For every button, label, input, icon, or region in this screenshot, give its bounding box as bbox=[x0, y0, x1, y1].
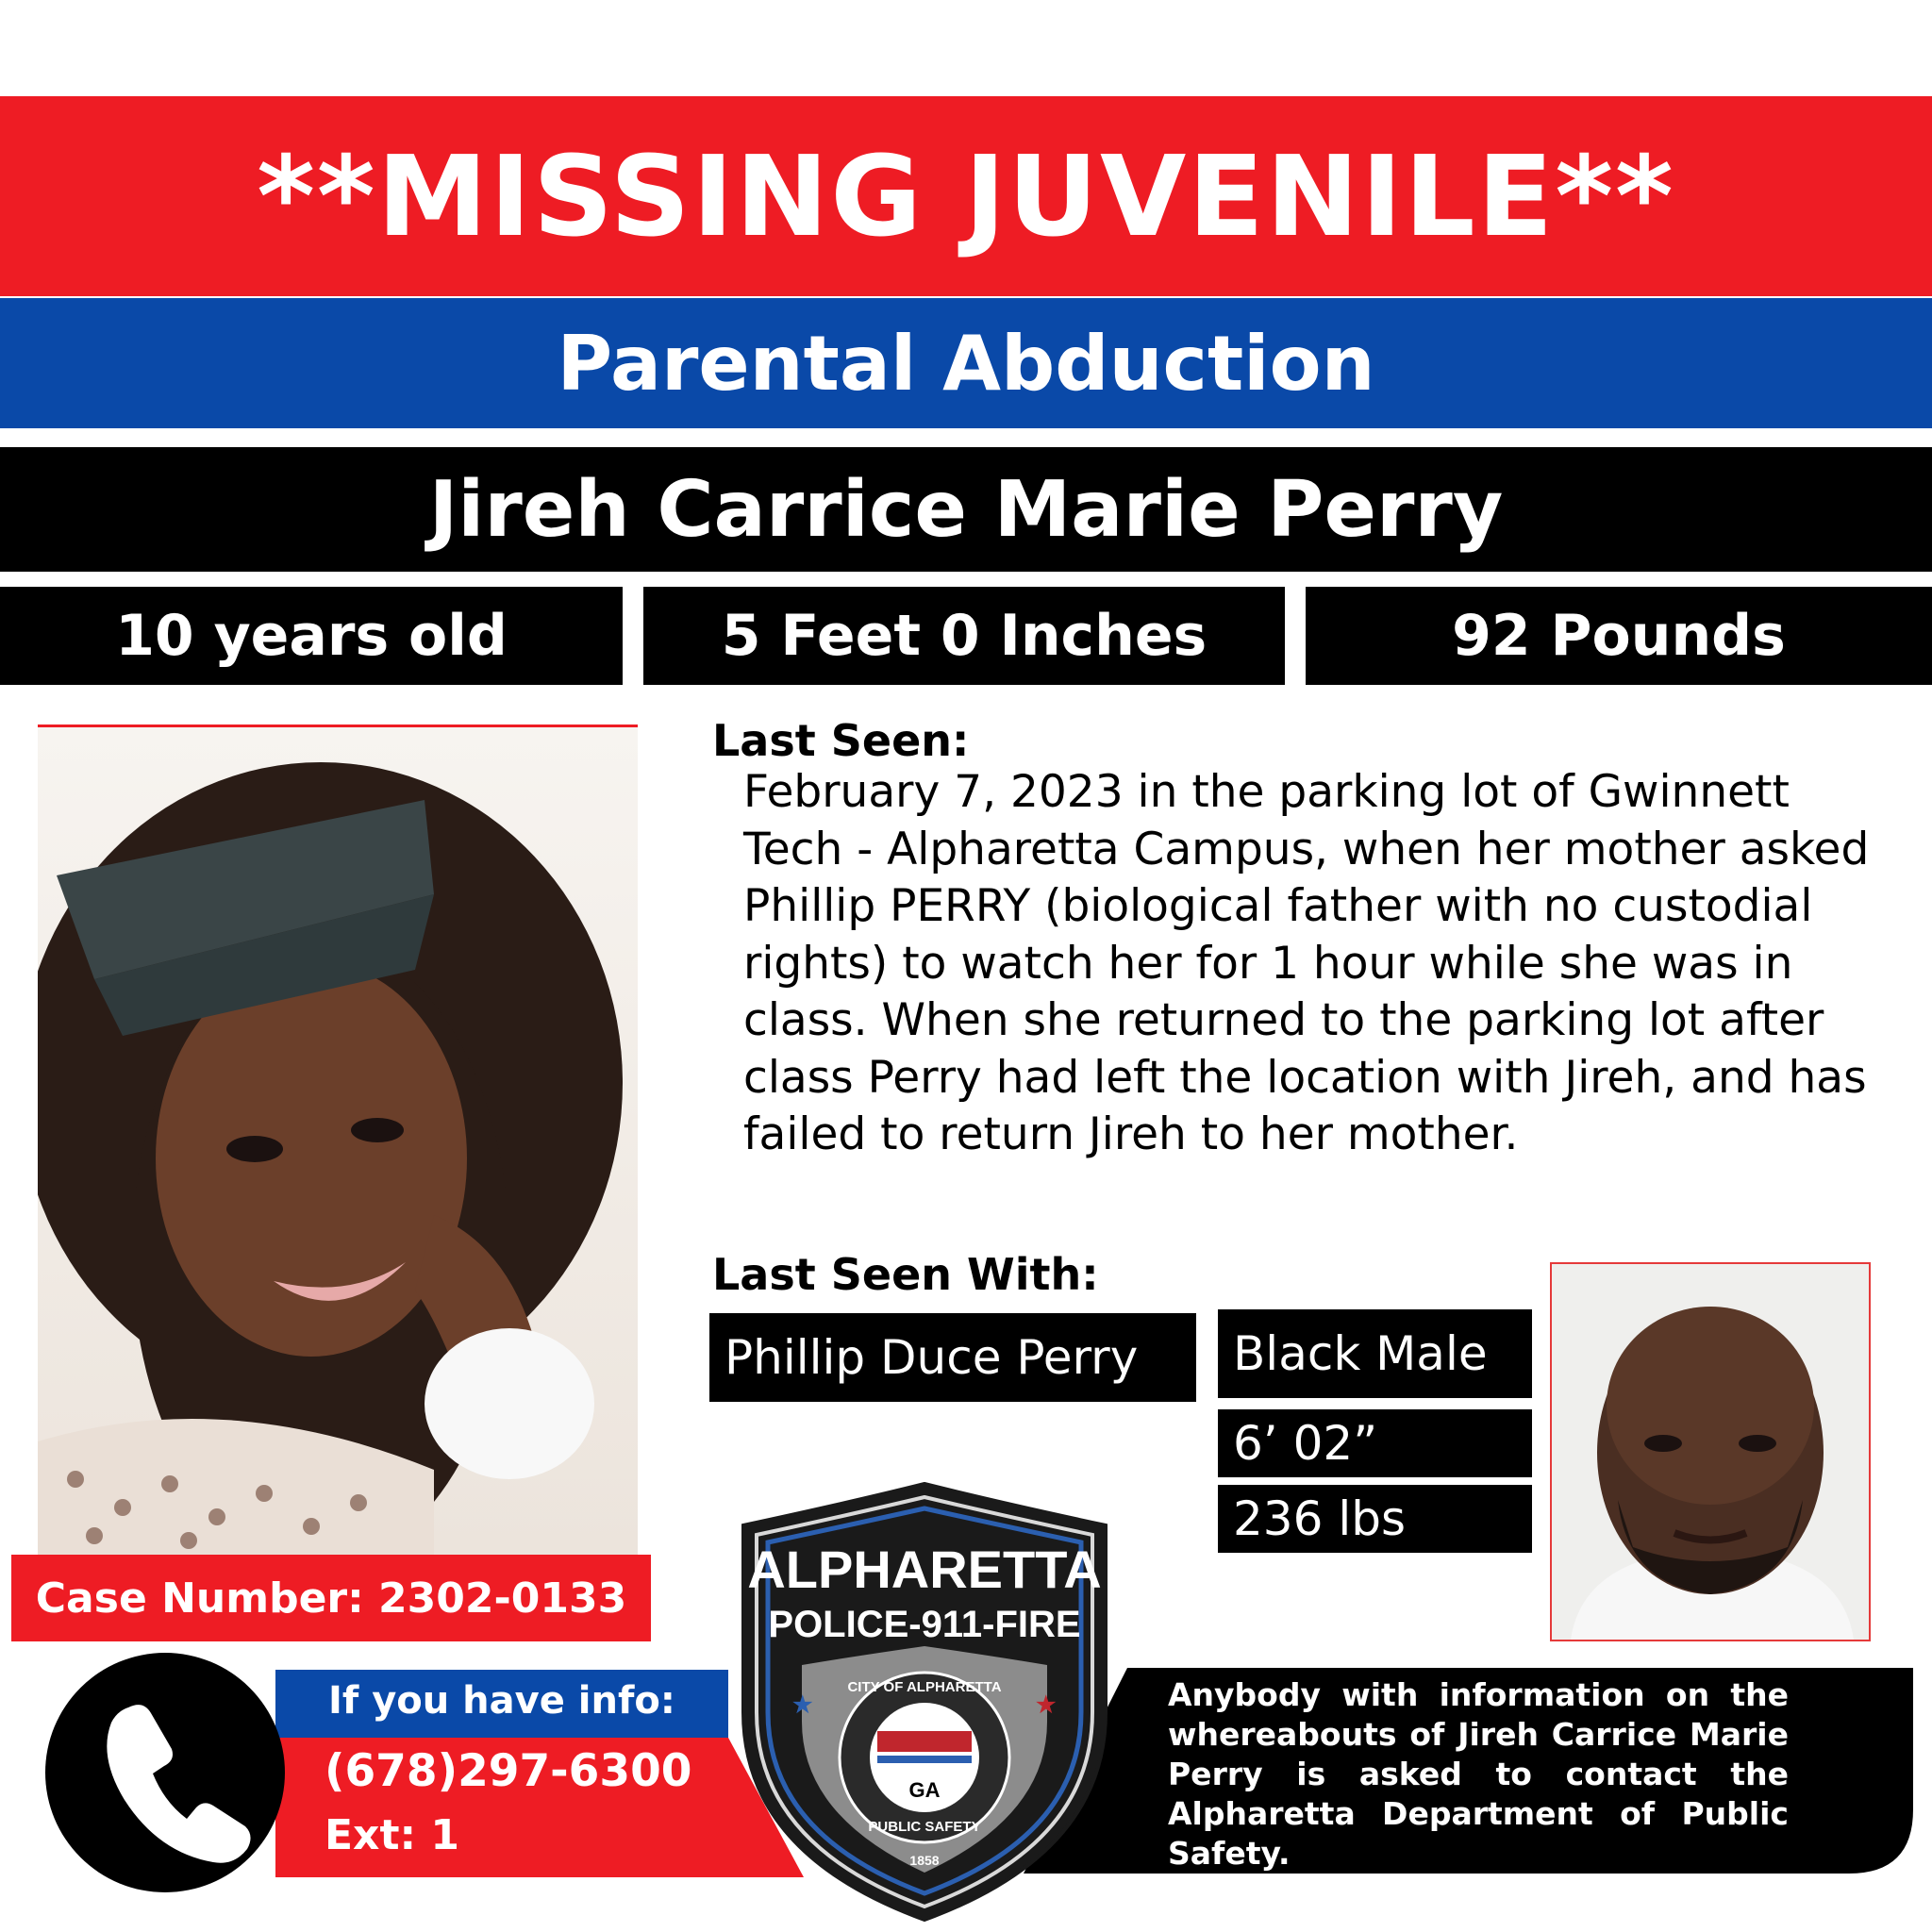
contact-phone-number: (678)297-6300 bbox=[325, 1745, 692, 1797]
last-seen-label: Last Seen: bbox=[712, 715, 970, 766]
badge-state: GA bbox=[908, 1778, 941, 1802]
case-number-box bbox=[11, 1555, 651, 1641]
suspect-height-tag bbox=[1218, 1409, 1532, 1477]
phone-icon-circle bbox=[45, 1653, 285, 1892]
height-box bbox=[643, 587, 1285, 685]
page-title: **MISSING JUVENILE** bbox=[257, 131, 1675, 261]
suspect-weight: 236 lbs bbox=[1233, 1491, 1407, 1546]
weight-value: 92 Pounds bbox=[1452, 603, 1786, 669]
badge-ring-bottom: PUBLIC SAFETY bbox=[868, 1819, 981, 1835]
suspect-name: Phillip Duce Perry bbox=[724, 1330, 1139, 1385]
info-label: If you have info: bbox=[328, 1679, 675, 1723]
badge-line-1: ALPHARETTA bbox=[747, 1540, 1102, 1599]
suspect-race-sex: Black Male bbox=[1233, 1326, 1488, 1381]
juvenile-portrait-illustration bbox=[38, 724, 638, 1555]
subtitle-banner bbox=[0, 298, 1932, 428]
name-banner bbox=[0, 447, 1932, 572]
badge-year: 1858 bbox=[909, 1853, 940, 1868]
suspect-portrait-illustration bbox=[1552, 1264, 1869, 1640]
badge-ring-top: CITY OF ALPHARETTA bbox=[847, 1679, 1002, 1695]
badge-line-2: POLICE-911-FIRE bbox=[768, 1604, 1081, 1645]
height-value: 5 Feet 0 Inches bbox=[721, 603, 1208, 669]
title-banner bbox=[0, 96, 1932, 296]
case-type: Parental Abduction bbox=[557, 319, 1375, 408]
suspect-photo bbox=[1550, 1262, 1871, 1641]
case-number: Case Number: 2302-0133 bbox=[35, 1574, 627, 1623]
contact-phone-extension: Ext: 1 bbox=[325, 1811, 459, 1859]
badge-star-left: ★ bbox=[792, 1692, 813, 1718]
phone-icon bbox=[45, 1653, 285, 1892]
juvenile-photo bbox=[38, 724, 638, 1555]
badge-star-right: ★ bbox=[1036, 1692, 1057, 1718]
suspect-weight-tag bbox=[1218, 1485, 1532, 1553]
suspect-name-tag bbox=[709, 1313, 1196, 1402]
juvenile-name: Jireh Carrice Marie Perry bbox=[428, 464, 1504, 555]
weight-box bbox=[1306, 587, 1932, 685]
last-seen-description: February 7, 2023 in the parking lot of Gwinnett Tech - Alpharetta Campus, when her mother asked Phillip PERRY (biological father with no custodial rights) to watch her for 1 hour while she was in class. When she returned to the parking lot after class Perry had left the location with Jireh, and has failed to return Jireh to her mother. bbox=[743, 766, 1870, 1160]
age-value: 10 years old bbox=[115, 603, 508, 669]
suspect-height: 6’ 02” bbox=[1233, 1416, 1378, 1471]
age-box bbox=[0, 587, 623, 685]
footer-info-text: Anybody with information on the whereabouts of Jireh Carrice Marie Perry is asked to contact the Alpharetta Department of Public Safety. bbox=[1168, 1676, 1789, 1872]
suspect-race-tag bbox=[1218, 1309, 1532, 1398]
police-badge-emblem bbox=[736, 1476, 1113, 1927]
last-seen-with-label: Last Seen With: bbox=[712, 1249, 1099, 1300]
